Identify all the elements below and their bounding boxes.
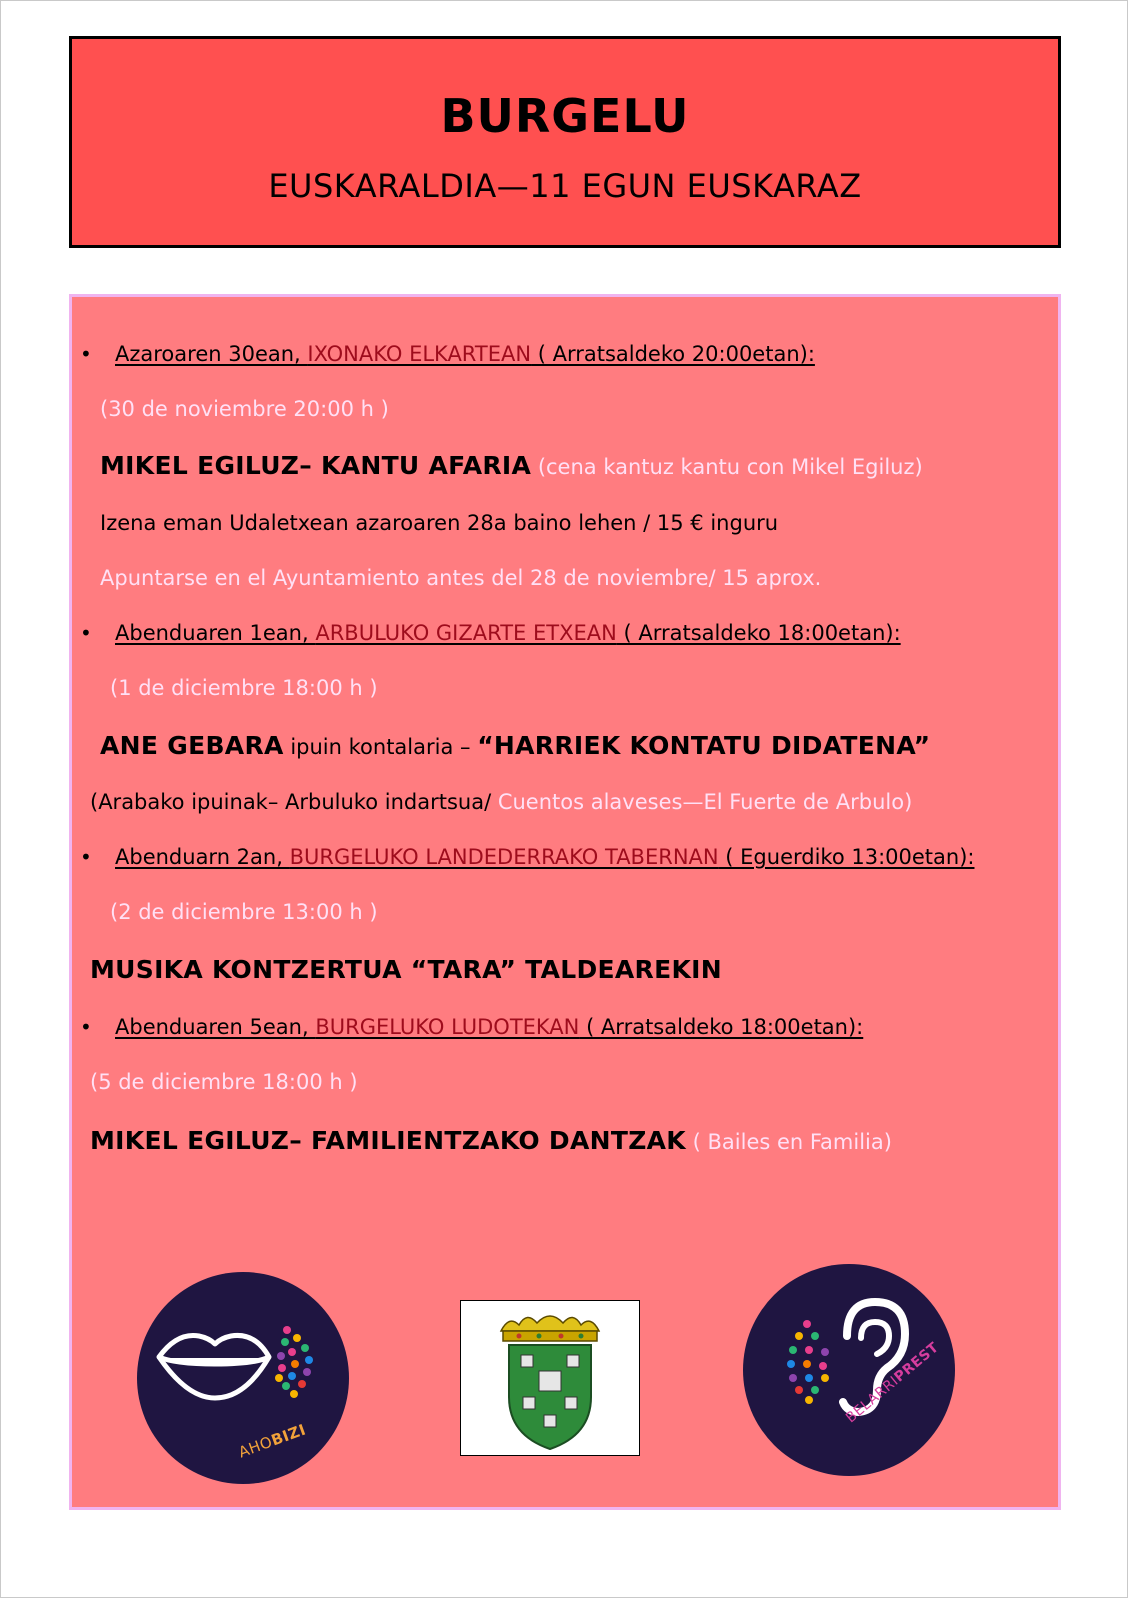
event-1-heading [80,342,815,366]
belarriprest-logo [743,1264,955,1476]
event-1-headline [100,451,923,480]
ear-icon [743,1264,955,1476]
event-3-heading [80,845,975,869]
coat-of-arms-frame [460,1300,640,1456]
header-banner [69,36,1061,248]
event-2-performer: ANE GEBARA [100,731,284,760]
event-2-venue: ARBULUKO GIZARTE ETXEAN [315,621,617,645]
event-3-title: MUSIKA KONTZERTUA “TARA” TALDEAREKIN [90,955,722,984]
event-1-date: Azaroaren 30ean, [115,342,308,366]
event-3-venue: BURGELUKO LANDEDERRAKO TABERNAN [289,845,719,869]
event-1-title: MIKEL EGILUZ– KANTU AFARIA [100,451,532,480]
event-2-note-eu: (Arabako ipuinak– Arbuluko indartsua/ [90,790,498,814]
event-4-headline [90,1126,892,1155]
event-1-date-es: (30 de noviembre 20:00 h ) [100,397,389,421]
event-2-title: “HARRIEK KONTATU DIDATENA” [477,731,931,760]
event-2-role: ipuin kontalaria – [283,735,478,759]
event-2-headline [100,731,930,760]
belarriprest-text-b: PREST [891,1339,943,1386]
event-4-date-es: (5 de diciembre 18:00 h ) [90,1070,358,1094]
event-2-date: Abenduaren 1ean, [115,621,316,645]
event-4-time: ( Arratsaldeko 18:00etan): [579,1015,864,1039]
event-4-heading [80,1015,864,1039]
event-1-venue: IXONAKO ELKARTEAN [307,342,532,366]
event-3-date: Abenduarn 2an, [115,845,290,869]
ahobizi-logo [137,1272,349,1484]
ahobizi-text-a: AHO [236,1432,275,1462]
event-2-time: ( Arratsaldeko 18:00etan): [616,621,901,645]
event-4-title-es: ( Bailes en Familia) [685,1130,892,1154]
event-4-date: Abenduaren 5ean, [115,1015,316,1039]
event-1-title-es: (cena kantuz kantu con Mikel Egiluz) [531,455,923,479]
belarriprest-text-a: BELARRI [843,1373,902,1427]
page-title: BURGELU [440,89,690,143]
event-2-date-es: (1 de diciembre 18:00 h ) [110,676,378,700]
event-1-time: ( Arratsaldeko 20:00etan): [531,342,815,366]
bullet-icon: • [80,342,92,366]
bullet-icon: • [80,621,92,645]
event-1-note-es: Apuntarse en el Ayuntamiento antes del 28 de noviembre/ 15 aprox. [100,566,822,590]
bullet-icon: • [80,1015,92,1039]
event-2-note [90,790,912,814]
event-3-date-es: (2 de diciembre 13:00 h ) [110,900,378,924]
event-1-note-eu: Izena eman Udaletxean azaroaren 28a baino lehen / 15 € inguru [100,511,779,535]
ahobizi-text-b: BIZI [268,1420,309,1450]
event-4-title: MIKEL EGILUZ– FAMILIENTZAKO DANTZAK [90,1126,686,1155]
event-2-note-es: Cuentos alaveses—El Fuerte de Arbulo) [497,790,913,814]
event-3-time: ( Eguerdiko 13:00etan): [718,845,975,869]
event-4-venue: BURGELUKO LUDOTEKAN [315,1015,580,1039]
event-2-heading [80,621,901,645]
coat-of-arms-icon [461,1301,639,1455]
bullet-icon: • [80,845,92,869]
page-subtitle: EUSKARALDIA—11 EGUN EUSKARAZ [268,167,862,205]
